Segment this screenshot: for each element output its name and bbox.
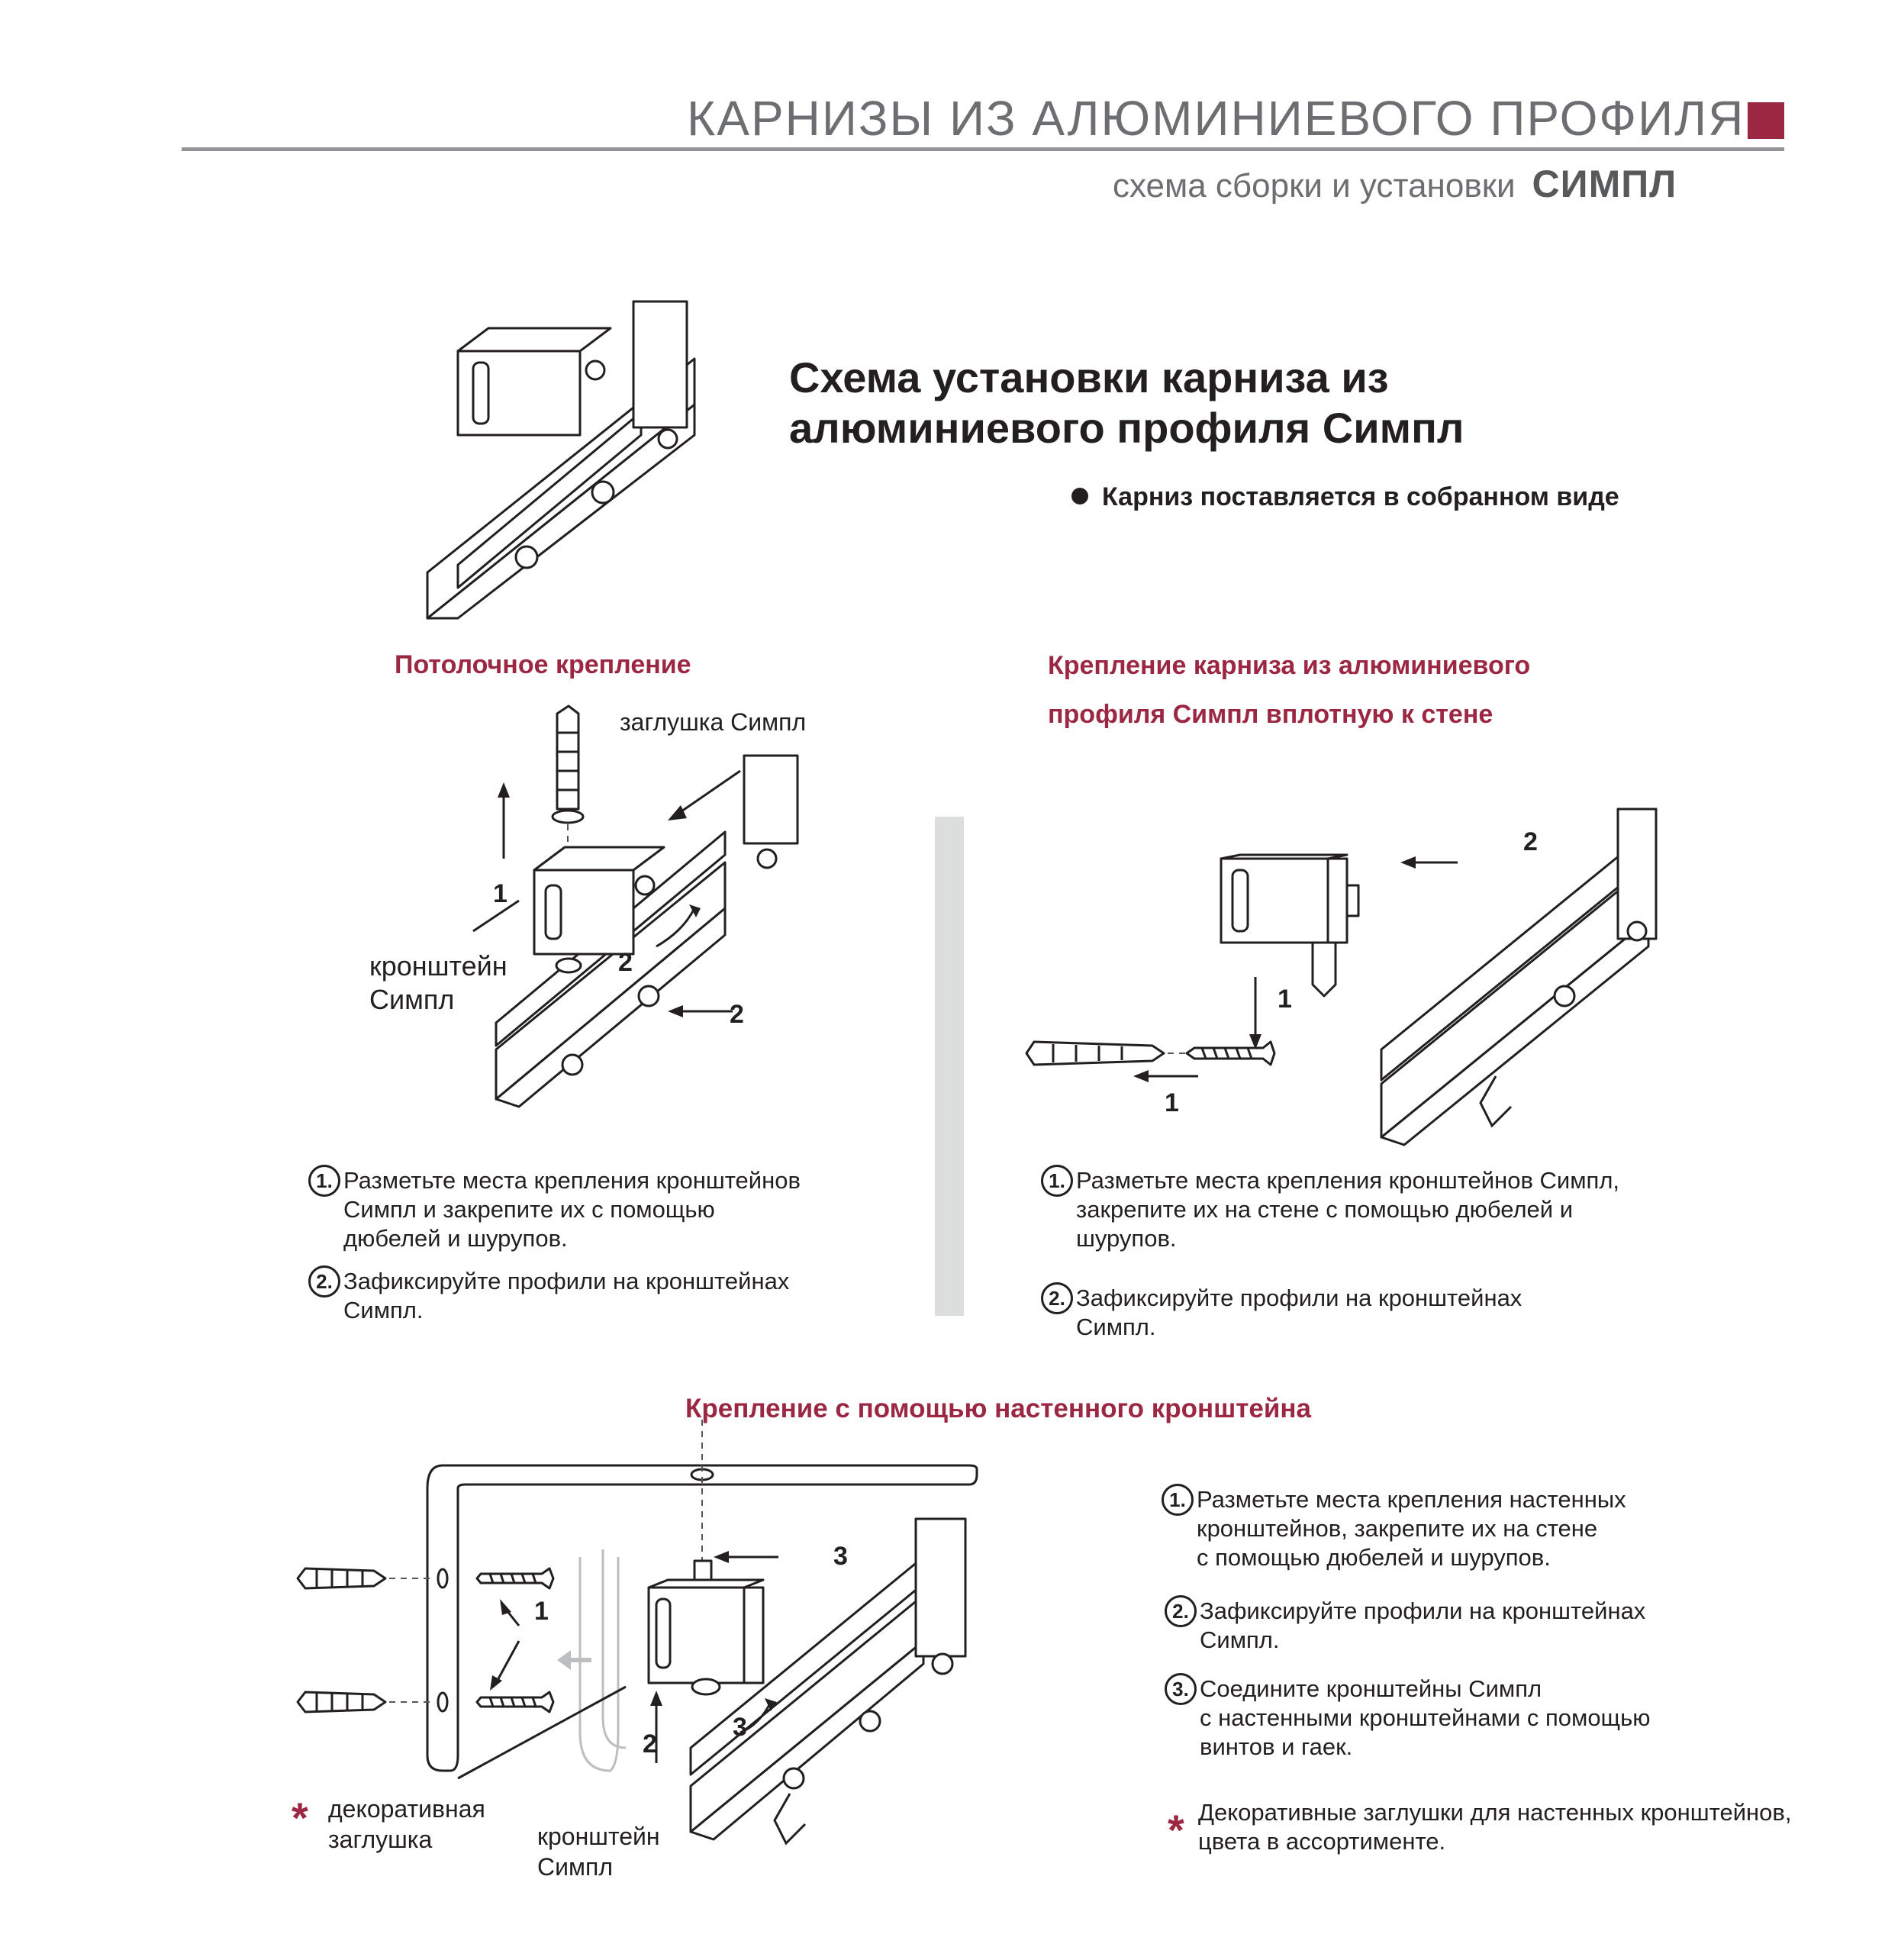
step-number-badge: 1. — [308, 1165, 340, 1197]
simpl-bracket-label-line-2: Симпл — [537, 1853, 613, 1881]
assembled-cornice-illustration — [412, 298, 702, 626]
step-number-badge: 2. — [1165, 1595, 1197, 1627]
decorative-cap-label-line-1: декоративная — [328, 1795, 485, 1823]
supply-note-text: Карниз поставляется в собранном виде — [1102, 482, 1619, 511]
wall-arrow-1b-label: 1 — [1165, 1088, 1179, 1117]
column-divider — [935, 817, 964, 1316]
ceiling-arrow-1-label: 1 — [493, 879, 508, 908]
asterisk-icon: * — [292, 1794, 308, 1842]
supply-note — [1071, 482, 1619, 512]
main-title — [789, 353, 1464, 453]
header-accent-square — [1748, 102, 1784, 139]
footnote — [1198, 1798, 1792, 1856]
simpl-bracket-label — [537, 1821, 660, 1882]
step-number-badge: 1. — [1041, 1165, 1073, 1197]
footnote-text: Декоративные заглушки для настенных кронштейнов, цвета в ассортименте. — [1198, 1799, 1792, 1855]
wall-bracket-heading: Крепление с помощью настенного кронштейна — [685, 1394, 1312, 1423]
wall-bracket-arrow-1-label: 1 — [534, 1597, 549, 1626]
wall-bracket-illustration — [290, 1443, 992, 1855]
ceiling-arrow-2a-label: 2 — [618, 948, 633, 977]
ceiling-step-2 — [308, 1267, 789, 1325]
wall-arrow-1a-label: 1 — [1278, 985, 1292, 1014]
product-name: СИМПЛ — [1532, 163, 1677, 205]
decorative-cap-label — [328, 1794, 485, 1855]
ceiling-heading: Потолочное крепление — [395, 650, 691, 679]
bracket-label-line-1: кронштейн — [369, 950, 508, 982]
wall-step-1 — [1041, 1166, 1619, 1253]
step-number-badge: 2. — [1041, 1282, 1073, 1314]
step-text: Зафиксируйте профили на кронштейнах Симпл. — [1200, 1597, 1646, 1653]
cap-label: заглушка Симпл — [620, 708, 807, 736]
wall-arrow-2-label: 2 — [1523, 827, 1538, 856]
main-title-line-1: Схема установки карниза из — [789, 353, 1389, 401]
wall-heading-line-2: профиля Симпл вплотную к стене — [1048, 700, 1494, 729]
step-number-badge: 2. — [308, 1265, 340, 1298]
page-subtitle — [1113, 162, 1677, 206]
wall-mount-illustration — [1023, 794, 1694, 1152]
wall-bracket-step-3 — [1165, 1675, 1650, 1762]
step-text: Зафиксируйте профили на кронштейнах Симпл. — [1076, 1285, 1522, 1340]
step-number-badge: 1. — [1162, 1484, 1194, 1516]
wall-bracket-step-1 — [1162, 1485, 1626, 1572]
footnote-asterisk-icon: * — [1168, 1806, 1184, 1854]
step-text: Разметьте места крепления кронштейнов Симпл и закрепите их с помощью дюбелей и шурупов. — [343, 1167, 801, 1252]
simpl-bracket-label-line-1: кронштейн — [537, 1823, 660, 1850]
wall-bracket-step-2 — [1165, 1597, 1645, 1655]
main-title-line-2: алюминиевого профиля Симпл — [789, 404, 1464, 452]
step-text: Соедините кронштейны Симпл с настенными кронштейнами с помощью винтов и гаек. — [1200, 1675, 1651, 1760]
decorative-cap-label-line-2: заглушка — [328, 1826, 433, 1853]
step-number-badge: 3. — [1165, 1673, 1197, 1705]
ceiling-arrow-2b-label: 2 — [730, 1000, 744, 1029]
wall-step-2 — [1041, 1284, 1522, 1342]
wall-heading — [1048, 641, 1530, 739]
step-text: Разметьте места крепления настенных кронштейнов, закрепите их на стене с помощью дюбелей и шурупов. — [1197, 1486, 1626, 1571]
bracket-label — [369, 949, 508, 1017]
bracket-label-line-2: Симпл — [369, 984, 455, 1015]
wall-bracket-arrow-3a-label: 3 — [833, 1542, 848, 1571]
step-text: Зафиксируйте профили на кронштейнах Симпл. — [343, 1268, 790, 1323]
wall-heading-line-1: Крепление карниза из алюминиевого — [1048, 651, 1531, 680]
ceiling-step-1 — [308, 1166, 801, 1253]
bullet-icon — [1071, 488, 1088, 505]
step-text: Разметьте места крепления кронштейнов Симпл, закрепите их на стене с помощью дюбелей и шурупов. — [1076, 1167, 1620, 1252]
page-header-title: КАРНИЗЫ ИЗ АЛЮМИНИЕВОГО ПРОФИЛЯ — [687, 91, 1745, 146]
wall-bracket-arrow-3b-label: 3 — [733, 1713, 747, 1742]
header-rule — [182, 147, 1784, 151]
ceiling-mount-illustration — [473, 702, 832, 1114]
subtitle-text: схема сборки и установки — [1113, 167, 1516, 205]
wall-bracket-arrow-2-label: 2 — [643, 1730, 657, 1759]
